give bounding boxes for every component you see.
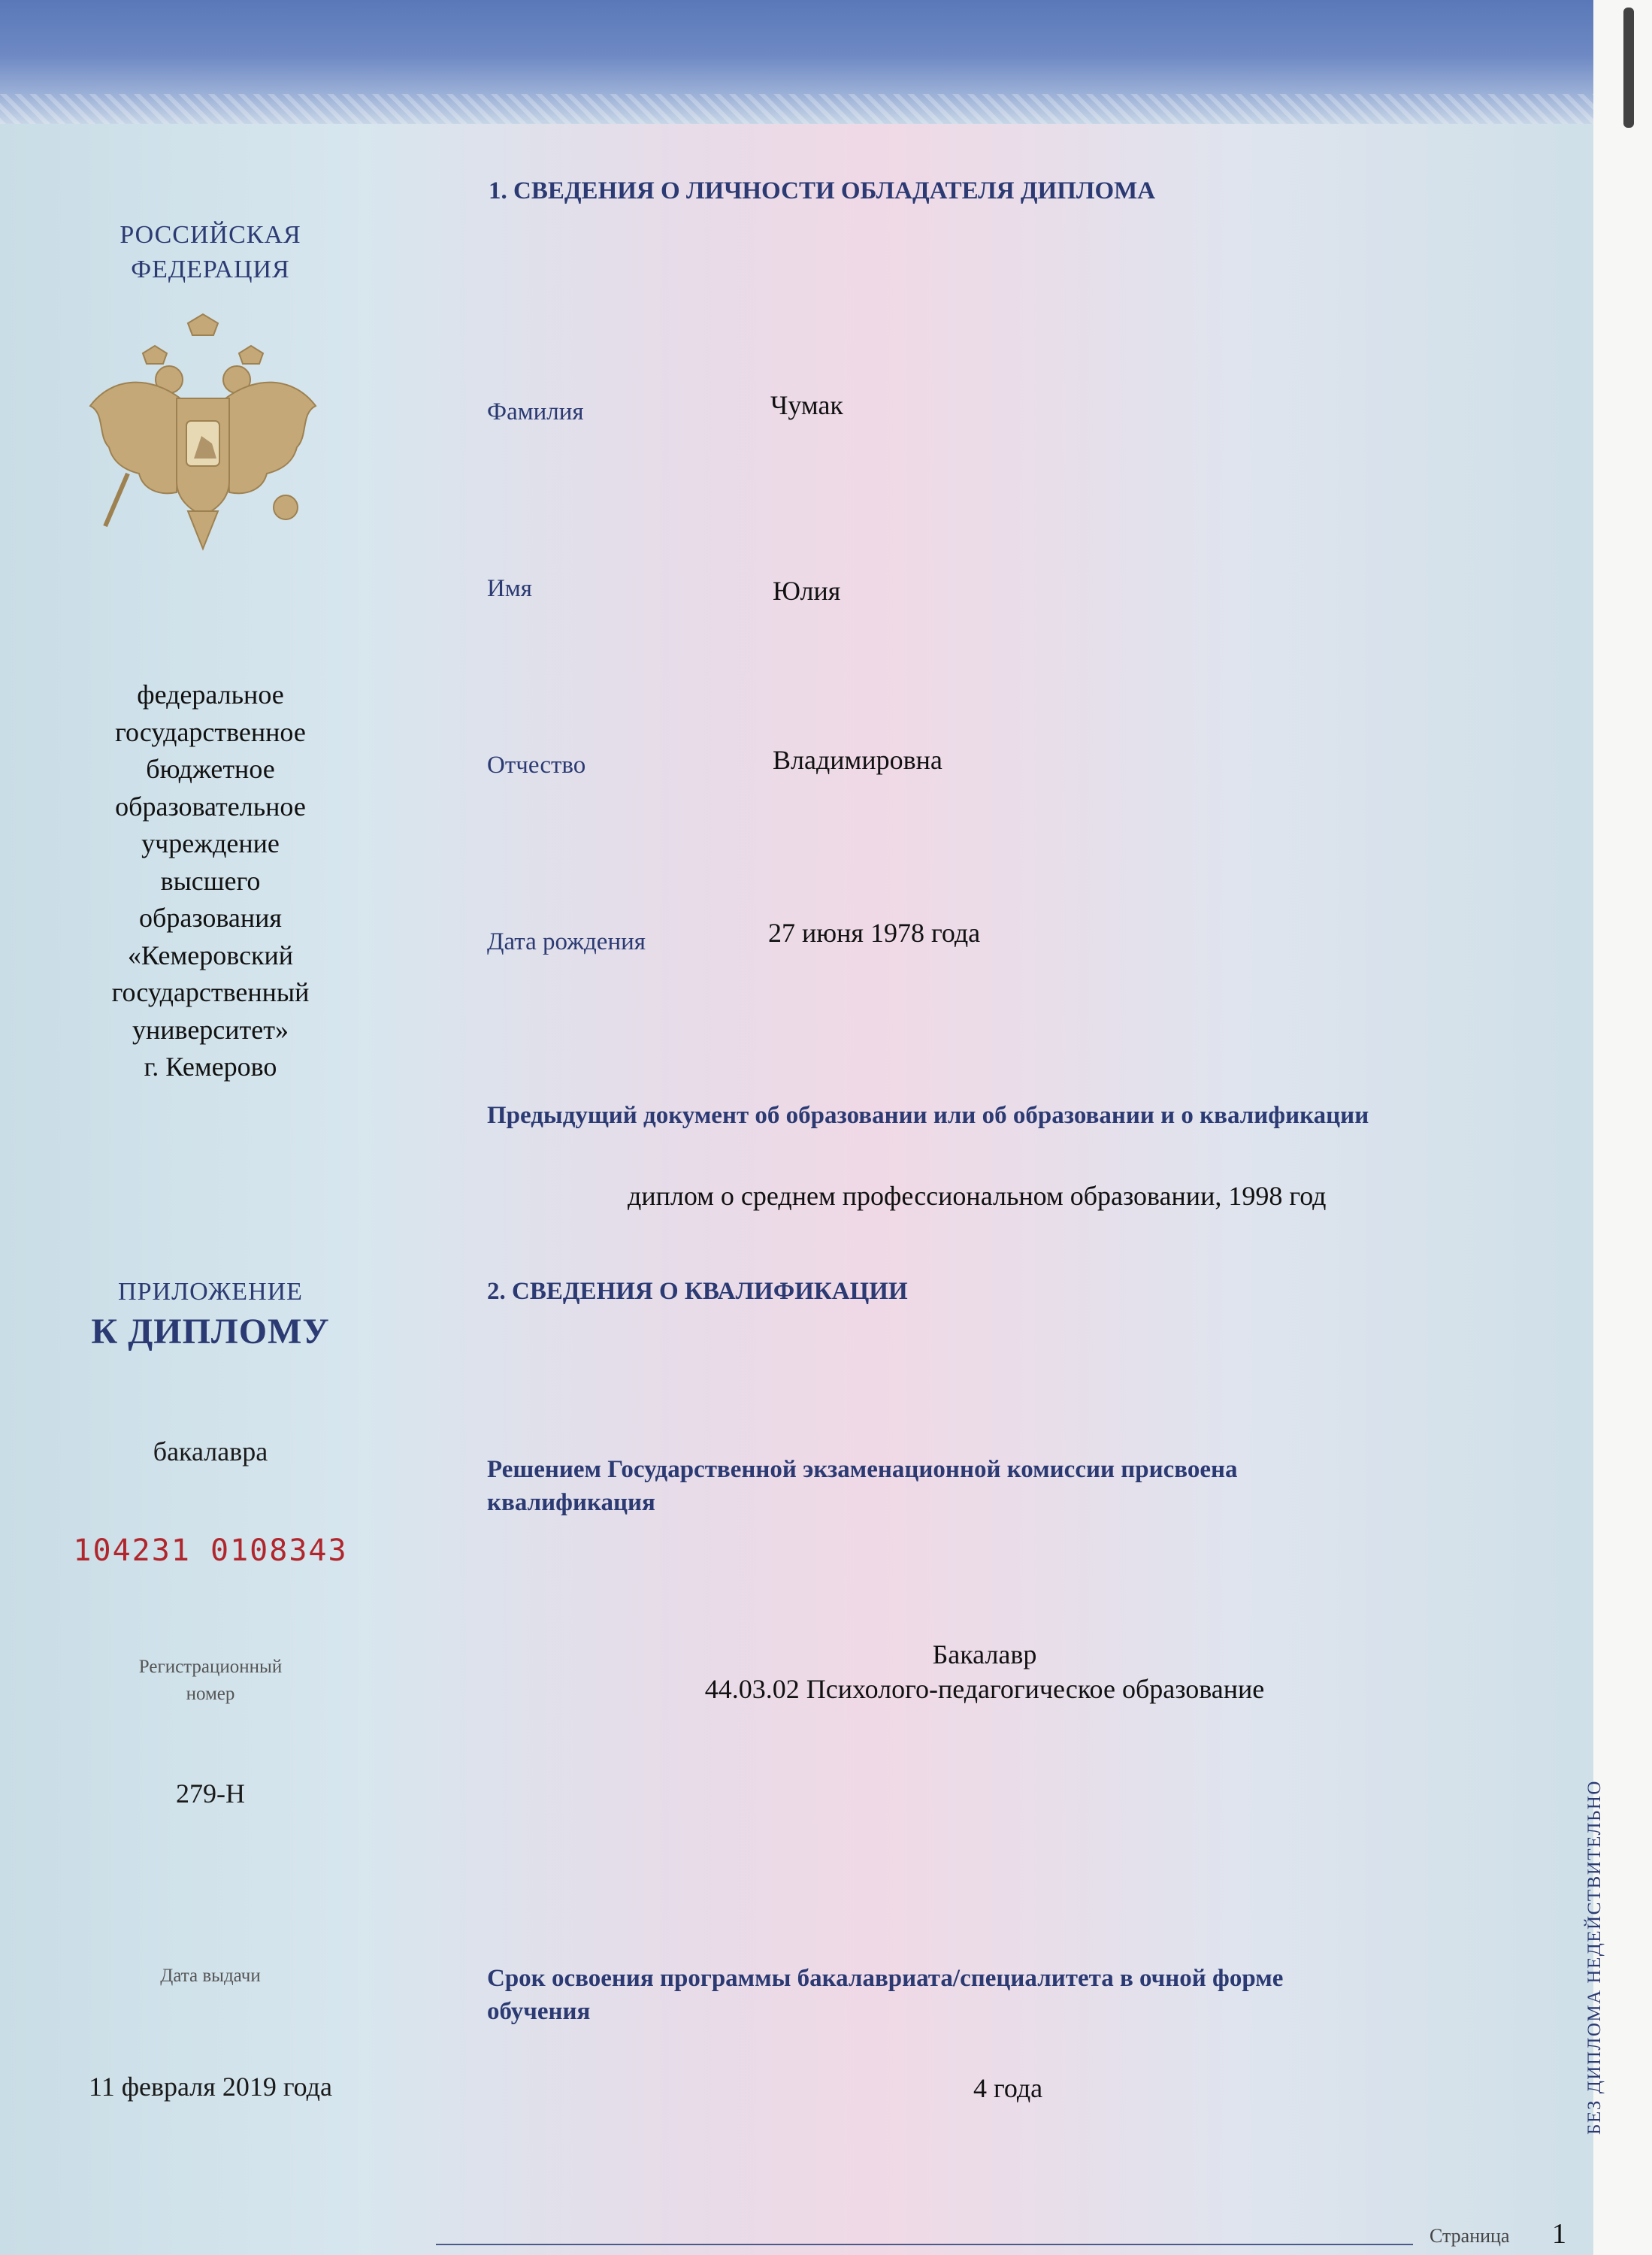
patronymic-label: Отчество <box>487 752 586 779</box>
serial-number: 104231 0108343 <box>73 1533 348 1568</box>
surname-value: Чумак <box>770 390 843 420</box>
section1-heading: 1. СВЕДЕНИЯ О ЛИЧНОСТИ ОБЛАДАТЕЛЯ ДИПЛОМА <box>489 177 1156 204</box>
name-value: Юлия <box>773 576 841 606</box>
qualification-decision-label: Решением Государственной экзаменационной комиссии присвоена квалификация <box>487 1456 1238 1516</box>
supplement-title: ПРИЛОЖЕНИЕ К ДИПЛОМУ <box>91 1278 330 1351</box>
birth-date-value: 27 июня 1978 года <box>768 918 981 948</box>
patronymic-value: Владимировна <box>773 745 942 775</box>
study-term-value: 4 года <box>973 2073 1043 2103</box>
qualification-title: Бакалавр <box>932 1639 1037 1669</box>
page-label: Страница <box>1430 2225 1510 2247</box>
section2-heading: 2. СВЕДЕНИЯ О КВАЛИФИКАЦИИ <box>487 1278 908 1305</box>
issue-date: 11 февраля 2019 года <box>89 2072 332 2102</box>
side-validity-note: БЕЗ ДИПЛОМА НЕДЕЙСТВИТЕЛЬНО <box>1584 1780 1605 2135</box>
previous-document-value: диплом о среднем профессиональном образовании, 1998 год <box>628 1181 1327 1211</box>
page-number: 1 <box>1552 2218 1566 2250</box>
scan-edge-mark <box>1623 8 1634 128</box>
registration-label: Регистрационный номер <box>138 1657 283 1704</box>
decorative-top-band <box>0 0 1608 124</box>
degree-level: бакалавра <box>153 1436 268 1467</box>
surname-label: Фамилия <box>487 398 584 425</box>
footer-divider <box>436 2244 1413 2245</box>
issue-date-label: Дата выдачи <box>160 1966 261 1986</box>
birth-date-label: Дата рождения <box>487 928 646 955</box>
previous-document-label: Предыдущий документ об образовании или об образовании и о квалификации <box>487 1102 1369 1129</box>
country-title: РОССИЙСКАЯ ФЕДЕРАЦИЯ <box>120 221 301 283</box>
russian-coat-of-arms-icon <box>83 308 323 564</box>
study-term-label: Срок освоения программы бакалавриата/специалитета в очной форме обучения <box>487 1965 1284 2025</box>
registration-number: 279-Н <box>176 1778 245 1809</box>
qualification-program: 44.03.02 Психолого-педагогическое образование <box>704 1674 1265 1704</box>
name-label: Имя <box>487 575 532 602</box>
institution-name: федеральное государственное бюджетное образовательное учреждение высшего образования «Кемеровский государственный университет» г. Кемерово <box>111 680 310 1082</box>
